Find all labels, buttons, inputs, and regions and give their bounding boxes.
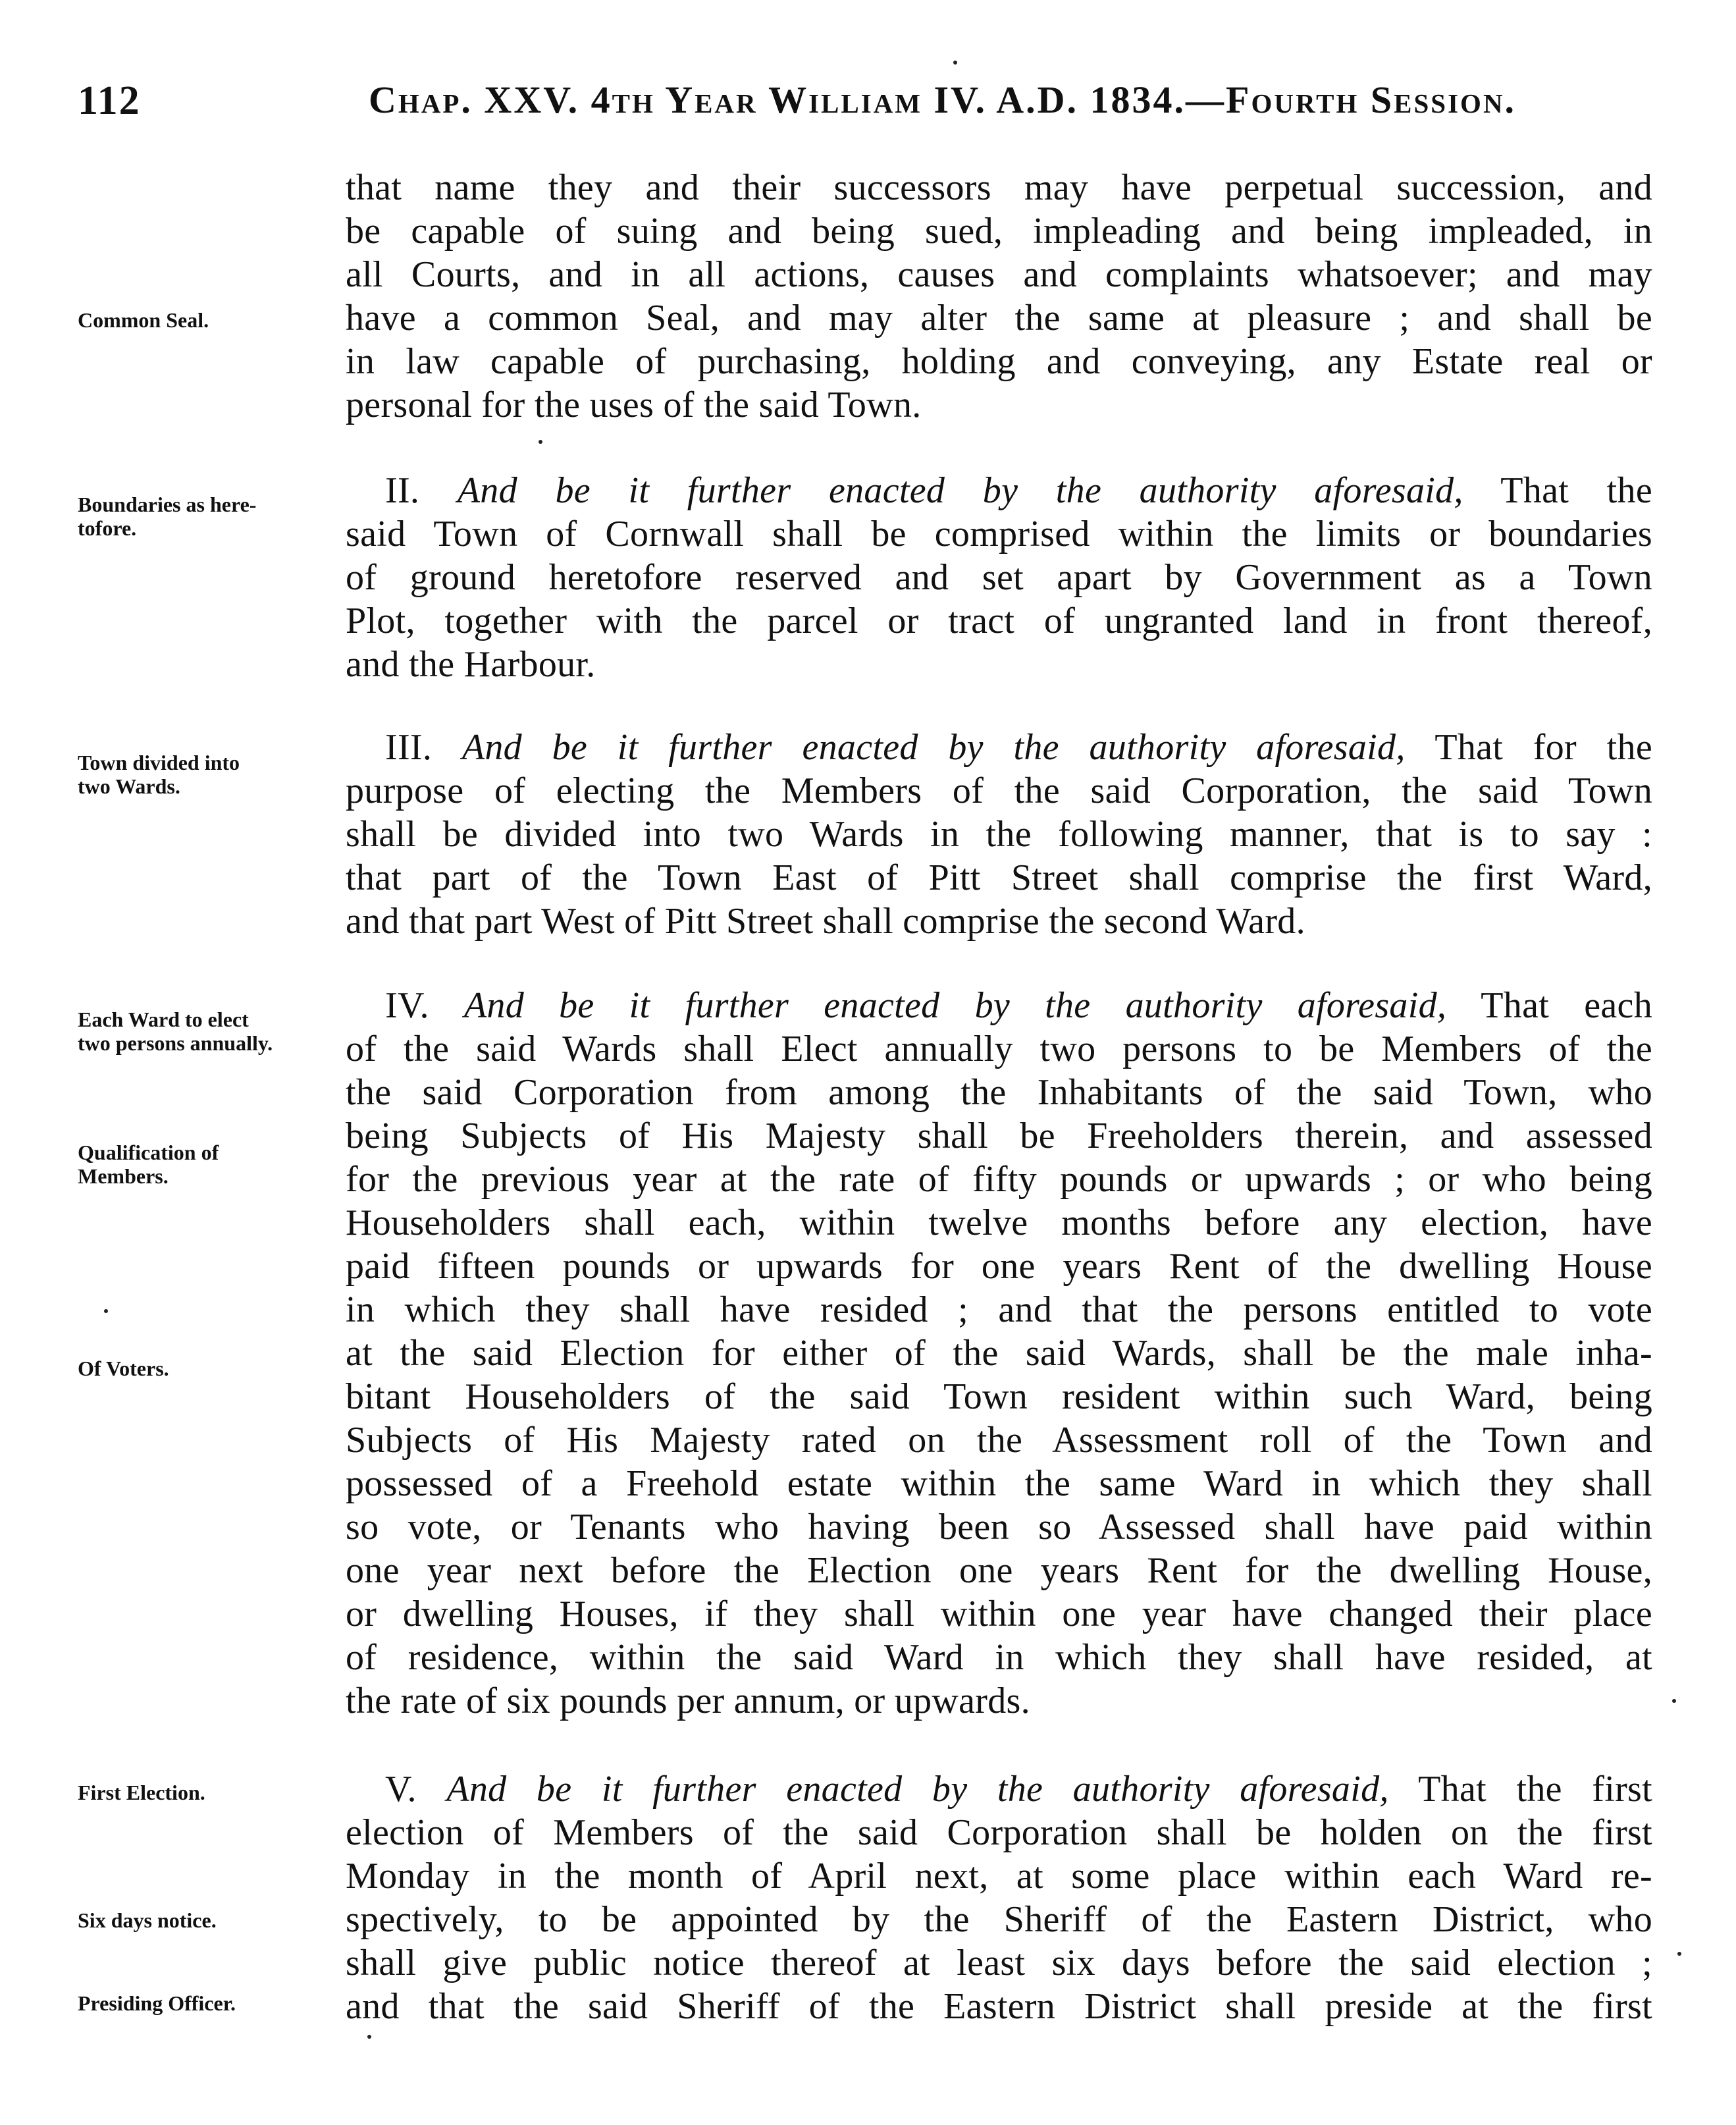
section-first-line	[346, 726, 1652, 769]
body-line: shall be divided into two Wards in the following manner, that is to say :	[346, 814, 1652, 855]
running-head: Chap. XXV. 4th Year William IV. A.D. 1834.—Fourth Session.	[369, 78, 1517, 121]
margin-note-each-ward	[78, 1008, 334, 1055]
margin-note-town-divided	[78, 751, 334, 798]
body-line: in law capable of purchasing, holding and conveying, any Estate real or	[346, 341, 1652, 382]
scan-speck	[104, 1309, 108, 1313]
section-numeral: III.	[385, 727, 433, 768]
margin-note-presiding: Presiding Officer.	[78, 1991, 236, 2015]
body-line: bitant Householders of the said Town resident within such Ward, being	[346, 1376, 1652, 1417]
body-line: said Town of Cornwall shall be comprised within the limits or boundaries	[346, 514, 1652, 554]
enacting-clause: And be it further enacted by the authority aforesaid,	[461, 727, 1406, 768]
section-numeral: IV.	[385, 985, 429, 1026]
page-number: 112	[78, 78, 141, 123]
body-line: at the said Election for either of the said Wards, shall be the male inha-	[346, 1333, 1652, 1374]
body-line: all Courts, and in all actions, causes and complaints whatsoever; and may	[346, 254, 1652, 295]
margin-note-line: Boundaries as here-	[78, 493, 257, 516]
body-line: and that the said Sheriff of the Eastern District shall preside at the first	[346, 1986, 1652, 2027]
section-numeral: II.	[385, 470, 420, 511]
body-line: Plot, together with the parcel or tract of ungranted land in front thereof,	[346, 601, 1652, 641]
scan-speck	[539, 440, 542, 444]
section-text: That the first	[1418, 1769, 1652, 1810]
body-line: election of Members of the said Corporation shall be holden on the first	[346, 1812, 1652, 1853]
body-line: and that part West of Pitt Street shall comprise the second Ward.	[346, 901, 1305, 942]
body-line: of the said Wards shall Elect annually two persons to be Members of the	[346, 1029, 1652, 1069]
margin-note-six-days: Six days notice.	[78, 1908, 217, 1932]
section-first-line	[346, 1767, 1652, 1811]
section-text: That for the	[1434, 727, 1652, 768]
body-line: Subjects of His Majesty rated on the Assessment roll of the Town and	[346, 1420, 1652, 1461]
body-line: that part of the Town East of Pitt Street shall comprise the first Ward,	[346, 857, 1652, 898]
body-line: of ground heretofore reserved and set apart by Government as a Town	[346, 557, 1652, 598]
body-line: possessed of a Freehold estate within the same Ward in which they shall	[346, 1463, 1652, 1504]
body-line: being Subjects of His Majesty shall be Freeholders therein, and assessed	[346, 1116, 1652, 1156]
scan-speck	[1672, 1699, 1676, 1703]
body-line: the said Corporation from among the Inhabitants of the said Town, who	[346, 1072, 1652, 1113]
margin-note-line: Each Ward to elect	[78, 1008, 249, 1031]
scan-speck	[1677, 1952, 1681, 1956]
body-line: Monday in the month of April next, at some place within each Ward re-	[346, 1856, 1652, 1896]
margin-note-first-election: First Election.	[78, 1781, 205, 1804]
margin-note-line: Town divided into	[78, 751, 240, 774]
body-line: or dwelling Houses, if they shall within one year have changed their place	[346, 1594, 1652, 1634]
body-line: Householders shall each, within twelve months before any election, have	[346, 1202, 1652, 1243]
margin-note-line: Qualification of	[78, 1141, 219, 1164]
scan-speck	[367, 2035, 371, 2039]
section-text: That the	[1500, 470, 1652, 511]
scan-speck	[953, 61, 957, 65]
body-line: of residence, within the said Ward in which they shall have resided, at	[346, 1637, 1652, 1678]
body-line: purpose of electing the Members of the said Corporation, the said Town	[346, 770, 1652, 811]
body-line: spectively, to be appointed by the Sheriff of the Eastern District, who	[346, 1899, 1652, 1940]
section-text: That each	[1481, 985, 1652, 1026]
enacting-clause: And be it further enacted by the authority aforesaid,	[446, 1769, 1389, 1810]
margin-note-qualification	[78, 1141, 334, 1188]
body-line: the rate of six pounds per annum, or upwards.	[346, 1681, 1030, 1721]
enacting-clause: And be it further enacted by the authority aforesaid,	[463, 985, 1447, 1026]
section-numeral: V.	[385, 1769, 417, 1810]
margin-note-of-voters: Of Voters.	[78, 1357, 169, 1380]
body-line: paid fifteen pounds or upwards for one years Rent of the dwelling House	[346, 1246, 1652, 1287]
margin-note-line: two Wards.	[78, 774, 180, 798]
margin-note-line: tofore.	[78, 516, 137, 540]
body-line: personal for the uses of the said Town.	[346, 385, 922, 425]
enacting-clause: And be it further enacted by the authority aforesaid,	[457, 470, 1463, 511]
body-line: be capable of suing and being sued, impleading and being impleaded, in	[346, 211, 1652, 252]
body-line: have a common Seal, and may alter the same at pleasure ; and shall be	[346, 298, 1652, 338]
body-line: in which they shall have resided ; and that the persons entitled to vote	[346, 1289, 1652, 1330]
body-line: and the Harbour.	[346, 644, 596, 685]
body-line: for the previous year at the rate of fifty pounds or upwards ; or who being	[346, 1159, 1652, 1200]
margin-note-line: Members.	[78, 1164, 169, 1188]
body-line: so vote, or Tenants who having been so Assessed shall have paid within	[346, 1507, 1652, 1547]
section-first-line	[346, 469, 1652, 512]
body-line: one year next before the Election one years Rent for the dwelling House,	[346, 1550, 1652, 1591]
section-first-line	[346, 984, 1652, 1027]
body-line: that name they and their successors may have perpetual succession, and	[346, 167, 1652, 208]
margin-note-boundaries	[78, 493, 334, 540]
body-line: shall give public notice thereof at least six days before the said election ;	[346, 1943, 1652, 1983]
margin-note-line: two persons annually.	[78, 1031, 273, 1055]
margin-note-common-seal: Common Seal.	[78, 308, 209, 332]
